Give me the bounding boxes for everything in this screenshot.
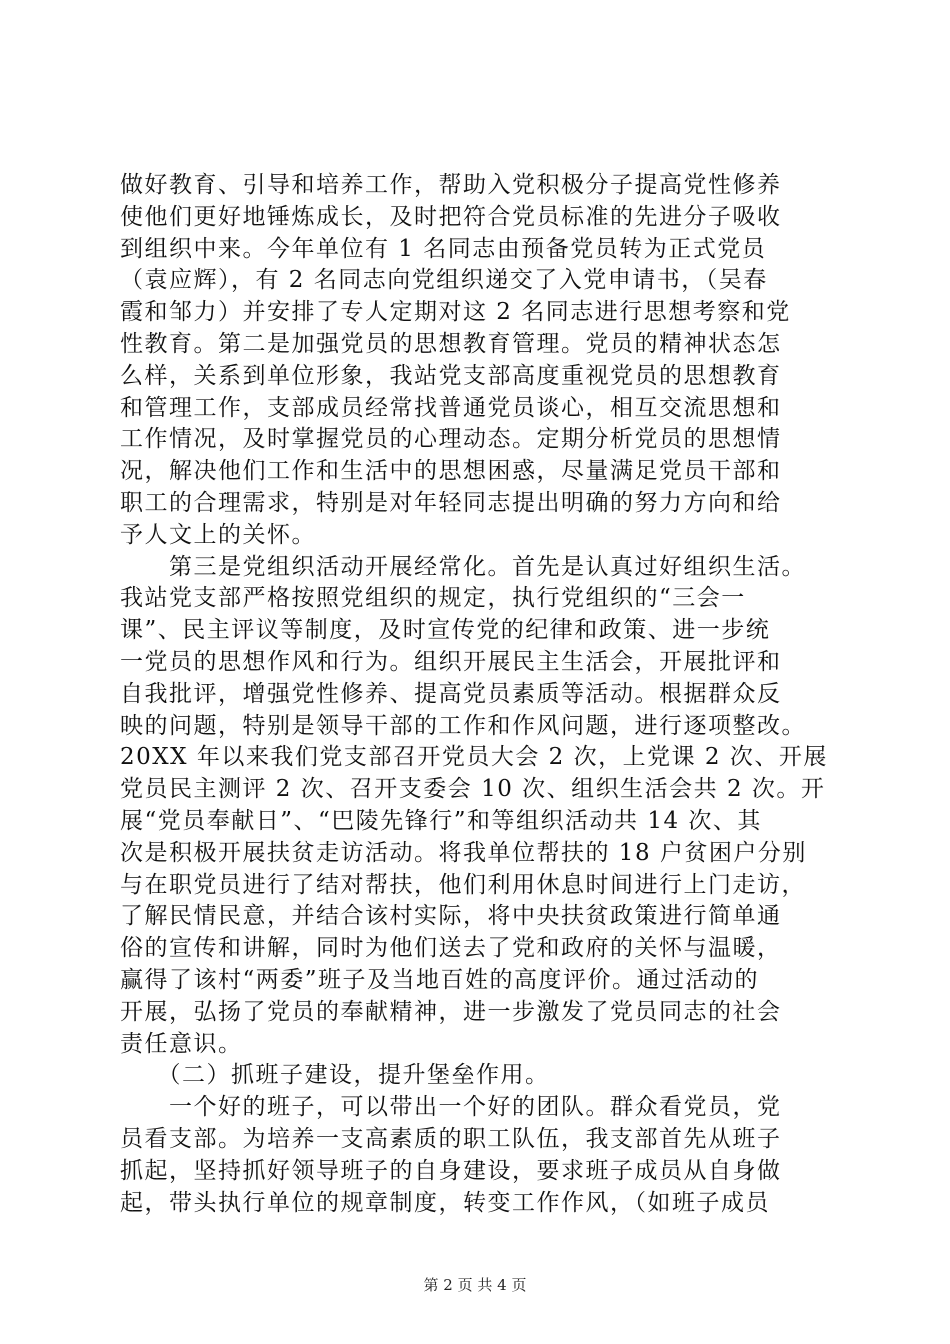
text-line: 做好教育、引导和培养工作，帮助入党积极分子提高党性修养 <box>120 172 782 198</box>
text-line: 了解民情民意，并结合该村实际，将中央扶贫政策进行简单通 <box>120 903 782 930</box>
text-line: 一个好的班子，可以带出一个好的团队。群众看党员，党 <box>120 1094 782 1121</box>
text-line: 么样，关系到单位形象，我站党支部高度重视党员的思想教育 <box>120 362 782 389</box>
text-line: 次是积极开展扶贫走访活动。将我单位帮扶的 18 户贫困户分别 <box>120 839 807 866</box>
text-line: 员看支部。为培养一支高素质的职工队伍，我支部首先从班子 <box>120 1125 782 1152</box>
text-line: 第三是党组织活动开展经常化。首先是认真过好组织生活。 <box>120 553 806 580</box>
text-line: 职工的合理需求，特别是对年轻同志提出明确的努力方向和给 <box>120 489 782 516</box>
text-line: 我站党支部严格按照党组织的规定，执行党组织的“三会一 <box>120 585 746 612</box>
text-line: 责任意识。 <box>120 1030 243 1057</box>
text-line: 抓起，坚持抓好领导班子的自身建设，要求班子成员从自身做 <box>120 1157 782 1184</box>
text-line: 霞和邹力）并安排了专人定期对这 2 名同志进行思想考察和党 <box>120 299 791 326</box>
text-line: （袁应辉），有 2 名同志向党组织递交了入党申请书，（吴春 <box>120 267 768 294</box>
text-line: 课”、民主评议等制度，及时宣传党的纪律和政策、进一步统 <box>120 617 771 644</box>
page-footer: 第 2 页 共 4 页 <box>423 1276 527 1294</box>
text-line: 予人文上的关怀。 <box>120 521 316 548</box>
body-text <box>120 170 840 1219</box>
section-heading: （二）抓班子建设，提升堡垒作用。 <box>120 1062 550 1089</box>
text-line: 党员民主测评 2 次、召开支委会 10 次、组织生活会共 2 次。开 <box>120 776 826 803</box>
text-line: 工作情况，及时掌握党员的心理动态。定期分析党员的思想情 <box>120 426 782 453</box>
text-line: 况，解决他们工作和生活中的思想困惑，尽量满足党员干部和 <box>120 458 782 485</box>
text-line: 和管理工作，支部成员经常找普通党员谈心，相互交流思想和 <box>120 394 782 421</box>
text-line: 一党员的思想作风和行为。组织开展民主生活会，开展批评和 <box>120 648 782 675</box>
text-line: 性教育。第二是加强党员的思想教育管理。党员的精神状态怎 <box>120 330 782 357</box>
text-line: 展“党员奉献日”、“巴陵先锋行”和等组织活动共 14 次、其 <box>120 807 762 834</box>
text-line: 赢得了该村“两委”班子及当地百姓的高度评价。通过活动的 <box>120 966 760 993</box>
text-line: 使他们更好地锤炼成长，及时把符合党员标准的先进分子吸收 <box>120 203 782 230</box>
text-line: 映的问题，特别是领导干部的工作和作风问题，进行逐项整改。 <box>120 712 806 739</box>
text-line: 20XX 年以来我们党支部召开党员大会 2 次，上党课 2 次、开展 <box>120 744 828 771</box>
text-line: 起，带头执行单位的规章制度，转变工作作风，（如班子成员 <box>120 1189 770 1216</box>
text-line: 到组织中来。今年单位有 1 名同志由预备党员转为正式党员 <box>120 235 767 262</box>
text-line: 与在职党员进行了结对帮扶，他们利用休息时间进行上门走访， <box>120 871 806 898</box>
text-line: 自我批评，增强党性修养、提高党员素质等活动。根据群众反 <box>120 680 782 707</box>
text-line: 开展，弘扬了党员的奉献精神，进一步激发了党员同志的社会 <box>120 998 782 1025</box>
text-line: 俗的宣传和讲解，同时为他们送去了党和政府的关怀与温暖， <box>120 935 782 962</box>
